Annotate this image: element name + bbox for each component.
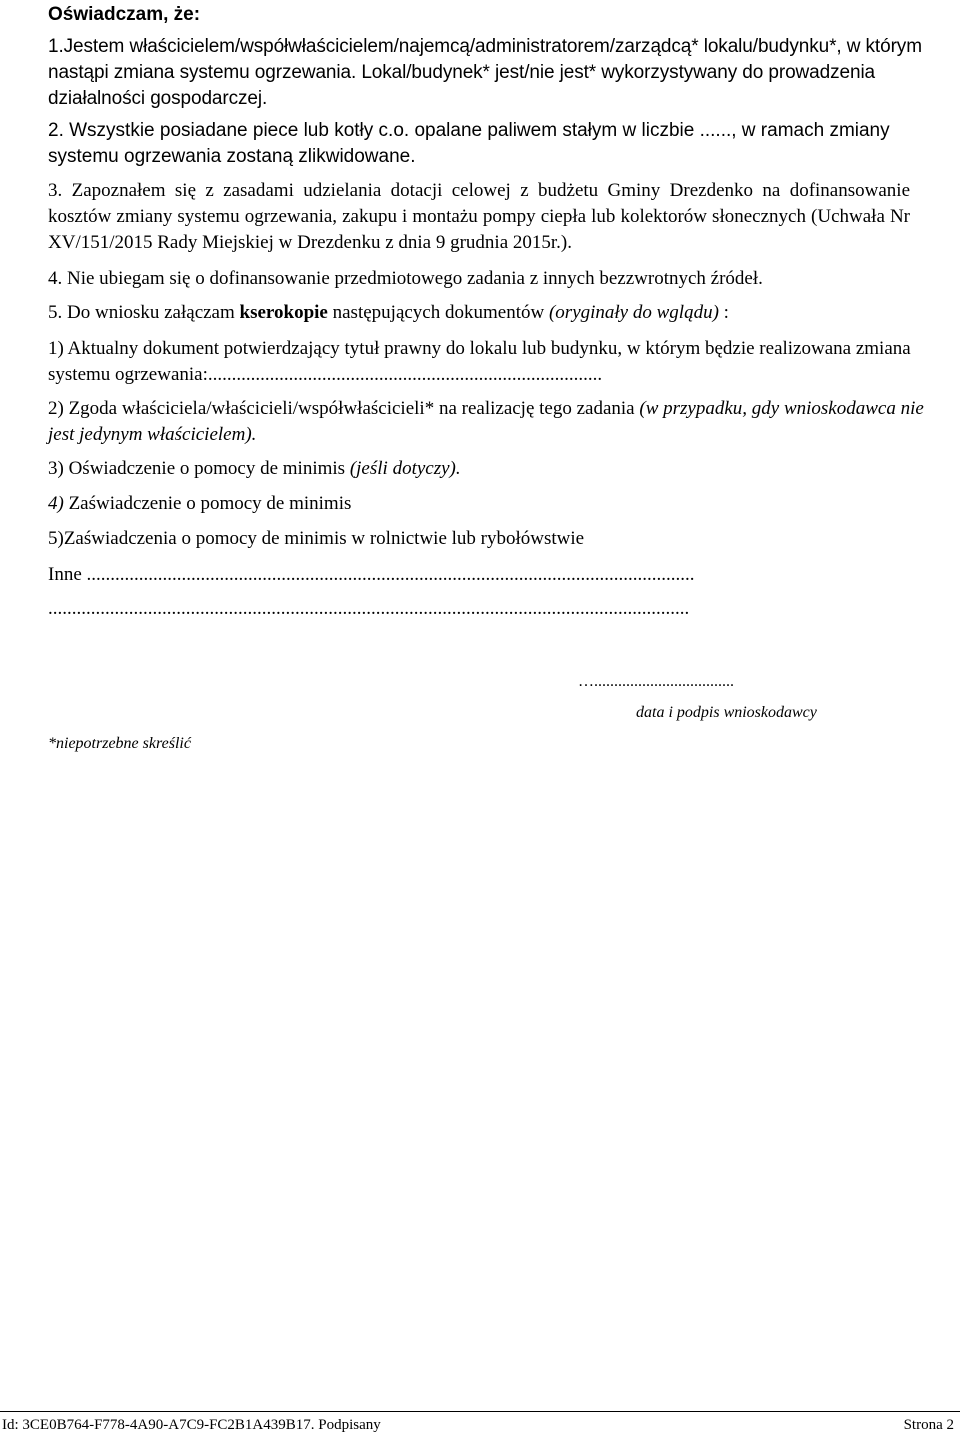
statement-3: 3. Zapoznałem się z zasadami udzielania dotacji celowej z budżetu Gminy Drezdenko na dofinansowanie kosztów zmiany systemu ogrzewania, zakupu i montażu pompy ciepła lub kolektorów słonecznych (Uchwała Nr XV/151/2015 Rady Miejskiej w Drezdenku z dnia 9 grudnia 2015r.). (48, 180, 910, 253)
other-documents-continuation[interactable]: ....................................................................................................................................... (48, 598, 690, 619)
statement-2: 2. Wszystkie posiadane piece lub kotły c.o. opalane paliwem stałym w liczbie ......, w ramach zmiany systemu ogrzewania zostaną zlikwidowane. (48, 120, 890, 167)
document-id: Id: 3CE0B764-F778-4A90-A7C9-FC2B1A439B17. Podpisany (2, 1417, 381, 1433)
statement-5-middle: następujących dokumentów (327, 302, 549, 323)
document-item-2-italic: (w przypadku, gdy wnioskodawca nie jest jedynym właścicielem). (48, 398, 924, 445)
document-item-3-italic: (jeśli dotyczy). (349, 458, 461, 479)
other-documents-field[interactable]: Inne ................................................................................................................................ (48, 564, 695, 585)
statement-5-bold: kserokopie (239, 302, 328, 323)
section-heading: Oświadczam, że: (48, 4, 201, 25)
document-item-4 (48, 491, 351, 517)
document-item-5: 5)Zaświadczenia o pomocy de minimis w rolnictwie lub rybołówstwie (48, 528, 585, 549)
document-item-4-number: 4) (48, 493, 64, 514)
document-item-4-text: Zaświadczenie o pomocy de minimis (63, 493, 352, 514)
document-item-3-text: 3) Oświadczenie o pomocy de minimis (48, 458, 350, 479)
document-item-2 (48, 396, 928, 448)
document-item-1: 1) Aktualny dokument potwierdzający tytuł prawny do lokalu lub budynku, w którym będzie realizowana zmiana systemu ogrzewania:................................................................................... (48, 338, 911, 385)
statement-5-prefix: 5. Do wniosku załączam (48, 302, 240, 323)
statement-5-suffix: : (718, 302, 729, 323)
signature-line[interactable]: …................................... (578, 673, 734, 690)
signature-label: data i podpis wnioskodawcy (636, 704, 817, 721)
document-item-3 (48, 456, 461, 482)
statement-1: 1.Jestem właścicielem/współwłaścicielem/najemcą/administratorem/zarządcą* lokalu/budynku*, w którym nastąpi zmiana systemu ogrzewania. Lokal/budynek* jest/nie jest* wykorzystywany do prowadzenia działalności gospodarczej. (48, 36, 922, 109)
statement-5 (48, 300, 729, 326)
footnote: *niepotrzebne skreślić (48, 735, 191, 752)
footer-divider (0, 1411, 960, 1412)
statement-5-italic: (oryginały do wglądu) (548, 302, 719, 323)
page-number: Strona 2 (903, 1417, 954, 1433)
document-item-2-text: 2) Zgoda właściciela/właścicieli/współwłaścicieli* na realizację tego zadania (48, 398, 640, 419)
statement-4: 4. Nie ubiegam się o dofinansowanie przedmiotowego zadania z innych bezzwrotnych źródeł. (48, 268, 763, 289)
